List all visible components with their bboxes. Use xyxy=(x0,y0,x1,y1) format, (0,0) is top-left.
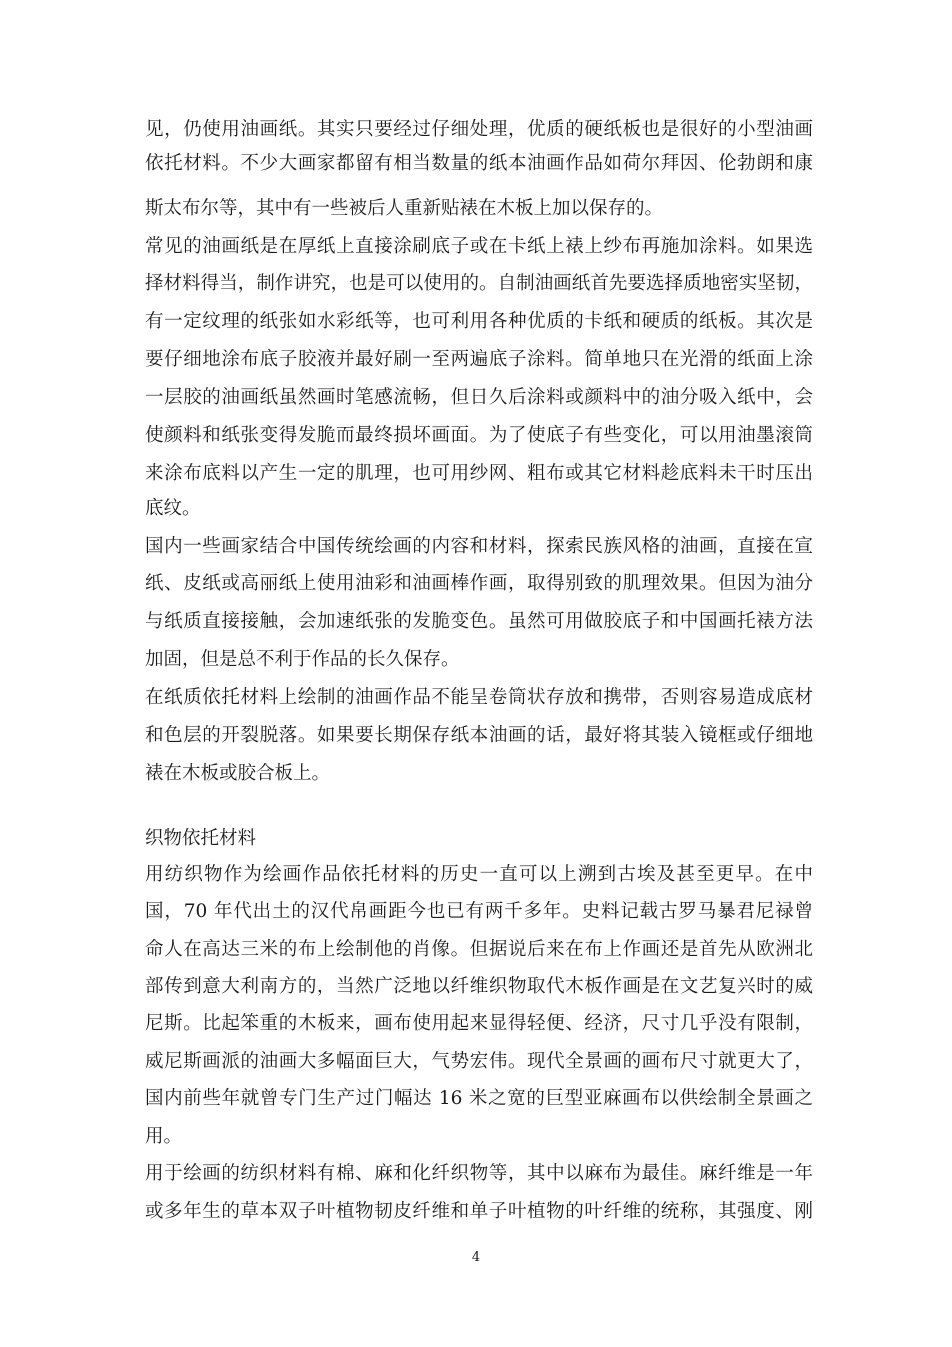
text-line: 纸、皮纸或高丽纸上使用油彩和油画棒作画，取得别致的肌理效果。但因为油分 xyxy=(145,573,813,594)
text-line: 依托材料。不少大画家都留有相当数量的纸本油画作品如荷尔拜因、伦勃朗和康 xyxy=(145,153,813,174)
text-line: 常见的油画纸是在厚纸上直接涂刷底子或在卡纸上裱上纱布再施加涂料。如果选 xyxy=(145,236,813,257)
text-line: 与纸质直接接触，会加速纸张的发脆变色。虽然可用做胶底子和中国画托裱方法 xyxy=(145,611,813,632)
text-line: 威尼斯画派的油画大多幅面巨大，气势宏伟。现代全景画的画布尺寸就更大了， xyxy=(145,1051,813,1072)
text-line: 和色层的开裂脱落。如果要长期保存纸本油画的话，最好将其装入镜框或仔细地 xyxy=(145,725,813,746)
text-line: 用于绘画的纺织材料有棉、麻和化纤织物等，其中以麻布为最佳。麻纤维是一年 xyxy=(145,1163,813,1184)
text-line: 有一定纹理的纸张如水彩纸等，也可利用各种优质的卡纸和硬质的纸板。其次是 xyxy=(145,311,813,332)
text-line: 见，仍使用油画纸。其实只要经过仔细处理，优质的硬纸板也是很好的小型油画 xyxy=(145,119,813,140)
text-line: 择材料得当，制作讲究，也是可以使用的。自制油画纸首先要选择质地密实坚韧， xyxy=(145,273,813,294)
text-line: 裱在木板或胶合板上。 xyxy=(145,763,331,784)
text-line: 一层胶的油画纸虽然画时笔感流畅，但日久后涂料或颜料中的油分吸入纸中，会 xyxy=(145,387,813,408)
text-line: 要仔细地涂布底子胶液并最好刷一至两遍底子涂料。简单地只在光滑的纸面上涂 xyxy=(145,349,813,370)
text-line: 使颜料和纸张变得发脆而最终损坏画面。为了使底子有些变化，可以用油墨滚筒 xyxy=(145,425,813,446)
page-number: 4 xyxy=(471,1250,481,1265)
text-line: 用。 xyxy=(145,1126,183,1147)
text-line: 国，70 年代出土的汉代帛画距今也已有两千多年。史料记载古罗马暴君尼禄曾 xyxy=(145,901,813,922)
text-line: 在纸质依托材料上绘制的油画作品不能呈卷筒状存放和携带，否则容易造成底材 xyxy=(145,687,813,708)
text-line: 斯太布尔等，其中有一些被后人重新贴裱在木板上加以保存的。 xyxy=(145,198,664,219)
text-line: 国内一些画家结合中国传统绘画的内容和材料，探索民族风格的油画，直接在宣 xyxy=(145,536,813,557)
text-line: 来涂布底料以产生一定的肌理，也可用纱网、粗布或其它材料趁底料未干时压出 xyxy=(145,463,813,484)
text-line: 国内前些年就曾专门生产过门幅达 16 米之宽的巨型亚麻画布以供绘制全景画之 xyxy=(145,1088,813,1109)
section-heading: 织物依托材料 xyxy=(145,828,257,849)
text-line: 或多年生的草本双子叶植物韧皮纤维和单子叶植物的叶纤维的统称，其强度、刚 xyxy=(145,1201,813,1222)
text-line: 底纹。 xyxy=(145,498,201,519)
text-line: 用纺织物作为绘画作品依托材料的历史一直可以上溯到古埃及甚至更早。在中 xyxy=(145,864,813,885)
text-line: 加固，但是总不利于作品的长久保存。 xyxy=(145,649,460,670)
text-line: 部传到意大利南方的，当然广泛地以纤维织物取代木板作画是在文艺复兴时的威 xyxy=(145,976,813,997)
text-line: 命人在高达三米的布上绘制他的肖像。但据说后来在布上作画还是首先从欧洲北 xyxy=(145,939,813,960)
text-line: 尼斯。比起笨重的木板来，画布使用起来显得轻便、经济，尺寸几乎没有限制， xyxy=(145,1013,813,1034)
